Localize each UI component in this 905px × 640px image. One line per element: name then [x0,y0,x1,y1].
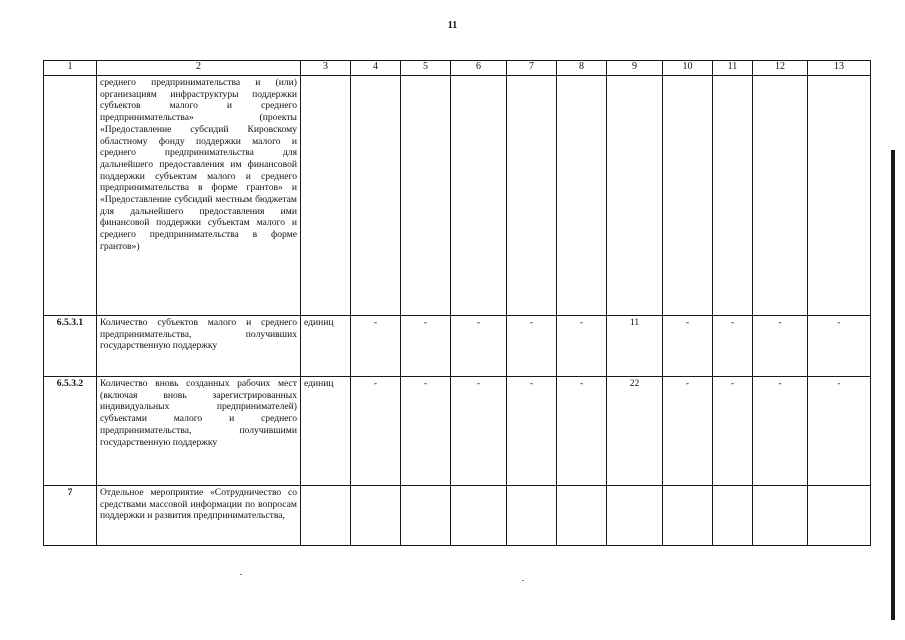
row-value [607,486,663,546]
row-value: - [663,377,713,486]
row-value [451,486,507,546]
column-header: 7 [507,61,557,76]
row-value [401,76,451,316]
row-description: Отдельное мероприятие «Сотрудничество со средствами массовой информации по вопросам поддержки и развития предпринимательства, [97,486,301,546]
row-value: - [557,377,607,486]
table-row [44,76,871,316]
column-header: 6 [451,61,507,76]
row-unit: единиц [301,377,351,486]
column-header: 1 [44,61,97,76]
row-number [44,76,97,316]
row-value: - [753,377,808,486]
row-value [557,486,607,546]
row-value: - [808,377,871,486]
row-description: среднего предпринимательства и (или) организациям инфраструктуры поддержки субъектов малого и среднего предпринимательства» (проекты «Предоставление субсидий Кировскому областному фонду поддержки малого и среднего предпринимательства для дальнейшего предоставления им финансовой поддержки субъектам малого и среднего предпринимательства в форме грантов» и «Предоставление субсидий местным бюджетам для дальнейшего предоставления ими финансовой поддержки субъектам малого и среднего предпринимательства в форме грантов») [97,76,301,316]
row-value [753,486,808,546]
row-value [607,76,663,316]
row-value [351,76,401,316]
row-value: - [713,377,753,486]
row-number: 6.5.3.2 [44,377,97,486]
indicators-table [43,60,871,546]
table-row [44,316,871,377]
column-header: 12 [753,61,808,76]
row-value: 11 [607,316,663,377]
row-unit [301,486,351,546]
scan-speck [240,574,242,575]
row-value: - [713,316,753,377]
column-header: 5 [401,61,451,76]
column-header: 3 [301,61,351,76]
column-header: 2 [97,61,301,76]
row-value: - [507,377,557,486]
row-value [507,486,557,546]
row-value: - [663,316,713,377]
row-value [713,486,753,546]
row-value: - [451,377,507,486]
column-header: 8 [557,61,607,76]
row-value: - [808,316,871,377]
row-value: - [351,316,401,377]
table-row [44,377,871,486]
row-value [808,76,871,316]
row-value: - [451,316,507,377]
row-value: - [507,316,557,377]
column-header: 13 [808,61,871,76]
row-number: 7 [44,486,97,546]
row-value: 22 [607,377,663,486]
column-header: 4 [351,61,401,76]
row-description: Количество субъектов малого и среднего предпринимательства, получивших государственную поддержку [97,316,301,377]
row-value: - [351,377,401,486]
row-unit [301,76,351,316]
page-number: 11 [447,20,458,31]
column-header: 11 [713,61,753,76]
row-value [713,76,753,316]
row-value [401,486,451,546]
row-value [451,76,507,316]
row-value [557,76,607,316]
row-value: - [401,316,451,377]
row-value [663,76,713,316]
row-value: - [753,316,808,377]
table-row [44,486,871,546]
row-unit: единиц [301,316,351,377]
scan-edge-bar [891,150,895,620]
row-value [351,486,401,546]
row-value [663,486,713,546]
row-value [753,76,808,316]
header-row [44,61,871,76]
row-value [507,76,557,316]
scan-speck [522,580,524,581]
row-number: 6.5.3.1 [44,316,97,377]
column-header: 10 [663,61,713,76]
row-value: - [401,377,451,486]
row-value: - [557,316,607,377]
row-description: Количество вновь созданных рабочих мест (включая вновь зарегистрированных индивидуальных предпринимателей) субъектами малого и среднего предпринимательства, получившими государственную поддержку [97,377,301,486]
column-header: 9 [607,61,663,76]
row-value [808,486,871,546]
